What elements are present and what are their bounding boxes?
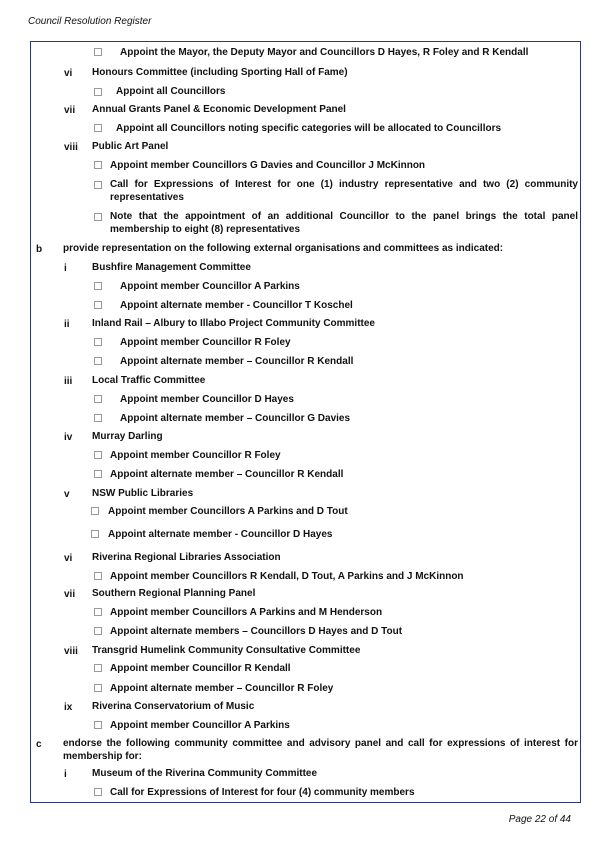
- item-number: i: [64, 769, 67, 780]
- list-item: Appoint member Councillor R Foley: [110, 450, 281, 461]
- committee-title: Riverina Conservatorium of Music: [92, 701, 255, 712]
- bullet-icon: [94, 213, 102, 221]
- list-item: Appoint member Councillors R Kendall, D Tout, A Parkins and J McKinnon: [110, 571, 464, 582]
- item-number: iv: [64, 432, 73, 443]
- list-item: Appoint alternate member - Councillor D Hayes: [108, 529, 333, 540]
- bullet-icon: [94, 470, 102, 478]
- bullet-icon: [94, 88, 102, 96]
- committee-title: Museum of the Riverina Community Committee: [92, 768, 318, 779]
- item-number: vi: [64, 553, 73, 564]
- item-number: ii: [64, 319, 70, 330]
- committee-title: Transgrid Humelink Community Consultative Committee: [92, 645, 361, 656]
- committee-title: Riverina Regional Libraries Association: [92, 552, 281, 563]
- list-item: Call for Expressions of Interest for four (4) community members: [110, 787, 415, 798]
- bullet-icon: [94, 788, 102, 796]
- list-item: Appoint all Councillors noting specific categories will be allocated to Councillors: [116, 123, 502, 134]
- list-item: Appoint alternate member – Councillor R Foley: [110, 683, 334, 694]
- bullet-icon: [94, 357, 102, 365]
- committee-title: Public Art Panel: [92, 141, 169, 152]
- bullet-icon: [94, 161, 102, 169]
- item-number: vii: [64, 105, 76, 116]
- item-number: viii: [64, 142, 78, 153]
- list-item: Appoint alternate member - Councillor T Koschel: [120, 300, 353, 311]
- bullet-icon: [94, 684, 102, 692]
- list-item: Appoint the Mayor, the Deputy Mayor and Councillors D Hayes, R Foley and R Kendall: [120, 47, 529, 58]
- list-item: Appoint member Councillor A Parkins: [120, 281, 300, 292]
- committee-title: Honours Committee (including Sporting Hall of Fame): [92, 67, 348, 78]
- bullet-icon: [94, 664, 102, 672]
- item-number: vii: [64, 589, 76, 600]
- bullet-icon: [94, 721, 102, 729]
- committee-title: Southern Regional Planning Panel: [92, 588, 256, 599]
- committee-title: Bushfire Management Committee: [92, 262, 251, 273]
- list-item: Appoint member Councillors G Davies and Councillor J McKinnon: [110, 160, 426, 171]
- list-item: Call for Expressions of Interest for one (1) industry representative and two (2) community representatives: [110, 179, 578, 203]
- item-number: v: [64, 489, 70, 500]
- section-text: endorse the following community committee and advisory panel and call for expressions of interest for membership for:: [63, 738, 578, 762]
- item-number: ix: [64, 702, 73, 713]
- list-item: Appoint alternate member – Councillor R Kendall: [110, 469, 344, 480]
- bullet-icon: [94, 608, 102, 616]
- bullet-icon: [94, 338, 102, 346]
- list-item: Appoint member Councillors A Parkins and D Tout: [108, 506, 348, 517]
- list-item: Note that the appointment of an additional Councillor to the panel brings the total panel membership to eight (8) representatives: [110, 211, 578, 235]
- bullet-icon: [94, 282, 102, 290]
- committee-title: Murray Darling: [92, 431, 163, 442]
- bullet-icon: [94, 572, 102, 580]
- list-item: Appoint alternate member – Councillor R Kendall: [120, 356, 354, 367]
- item-number: iii: [64, 376, 73, 387]
- bullet-icon: [94, 451, 102, 459]
- page-number: Page 22 of 44: [508, 814, 571, 825]
- item-letter: c: [36, 739, 42, 750]
- bullet-icon: [94, 414, 102, 422]
- committee-title: Annual Grants Panel & Economic Development Panel: [92, 104, 346, 115]
- bullet-icon: [94, 301, 102, 309]
- committee-title: Inland Rail – Albury to Illabo Project Community Committee: [92, 318, 375, 329]
- item-number: viii: [64, 646, 78, 657]
- list-item: Appoint member Councillor R Foley: [120, 337, 291, 348]
- committee-title: Local Traffic Committee: [92, 375, 206, 386]
- bullet-icon: [94, 181, 102, 189]
- item-letter: b: [36, 244, 43, 255]
- item-number: vi: [64, 68, 73, 79]
- list-item: Appoint member Councillors A Parkins and M Henderson: [110, 607, 383, 618]
- page-header: Council Resolution Register: [28, 16, 152, 27]
- list-item: Appoint member Councillor A Parkins: [110, 720, 290, 731]
- list-item: Appoint member Councillor R Kendall: [110, 663, 291, 674]
- list-item: Appoint member Councillor D Hayes: [120, 394, 294, 405]
- bullet-icon: [94, 48, 102, 56]
- bullet-icon: [94, 124, 102, 132]
- committee-title: NSW Public Libraries: [92, 488, 194, 499]
- list-item: Appoint all Councillors: [116, 86, 226, 97]
- item-number: i: [64, 263, 67, 274]
- section-text: provide representation on the following external organisations and committees as indicated:: [63, 243, 504, 254]
- list-item: Appoint alternate member – Councillor G Davies: [120, 413, 351, 424]
- bullet-icon: [94, 395, 102, 403]
- list-item: Appoint alternate members – Councillors D Hayes and D Tout: [110, 626, 403, 637]
- bullet-icon: [94, 627, 102, 635]
- bullet-icon: [91, 530, 99, 538]
- bullet-icon: [91, 507, 99, 515]
